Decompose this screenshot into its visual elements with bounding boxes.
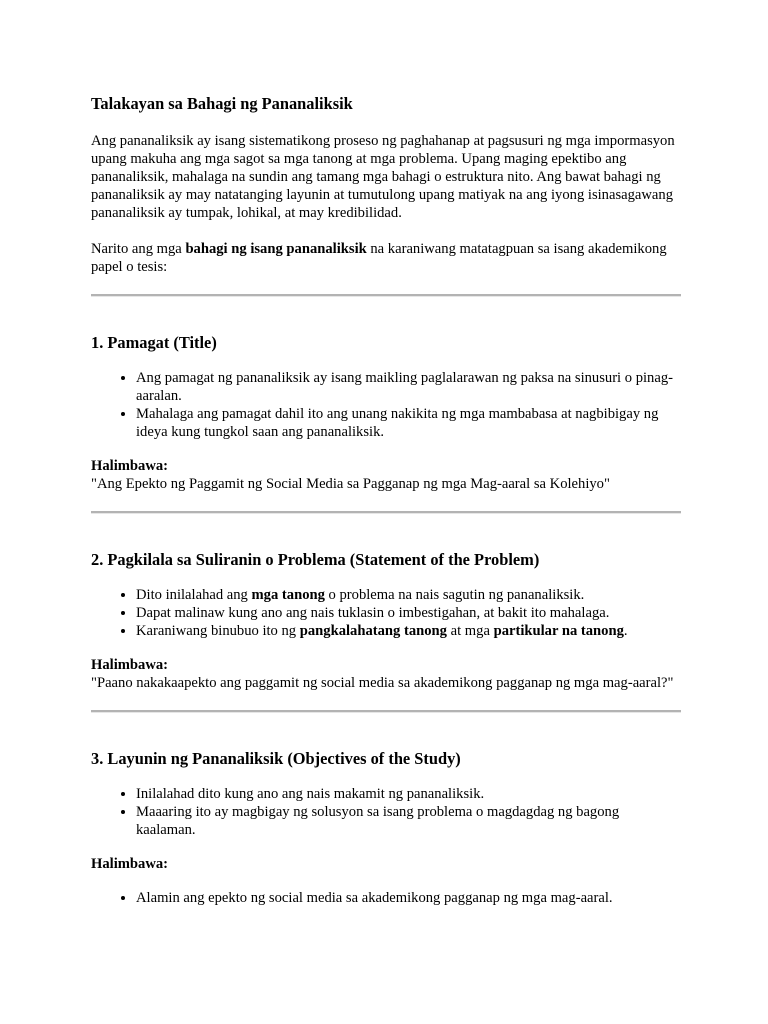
list-item: • Mahalaga ang pamagat dahil ito ang unang nakikita ng mga mambabasa at nagbibigay ng ideya kung tungkol saan ang pananaliksik. — [136, 405, 681, 441]
list-item-text: Karaniwang binubuo ito ng — [136, 623, 300, 639]
section-pamagat — [91, 333, 681, 493]
section-suliranin — [91, 550, 681, 692]
list-item-text: o problema na nais sagutin ng pananaliksik. — [324, 587, 585, 603]
section-heading: 2. Pagkilala sa Suliranin o Problema (Statement of the Problem) — [91, 550, 540, 569]
section-heading: 3. Layunin ng Pananaliksik (Objectives of the Study) — [91, 749, 461, 768]
intro-paragraph: Ang pananaliksik ay isang sistematikong proseso ng paghahanap at pagsusuri ng mga impormasyon upang makuha ang mga sagot sa mga tanong at mga problema. Upang maging epektibo ang pananaliksik, mahalaga na sundin ang tamang mga bahagi o estruktura nito. Ang bawat bahagi ng pananaliksik ay may natatanging layunin at tumutulong upang matiyak na ang iyong isinasagawang pananaliksik ay tumpak, lohikal, at may kredibilidad. — [91, 133, 675, 221]
lead-paragraph — [91, 240, 681, 276]
divider — [91, 294, 681, 297]
section-layunin — [91, 749, 681, 907]
lead-bold: bahagi ng isang pananaliksik — [185, 241, 367, 257]
document-title: Talakayan sa Bahagi ng Pananaliksik — [91, 94, 353, 113]
list-item — [136, 622, 681, 640]
example-label: Halimbawa: — [91, 657, 169, 673]
divider — [91, 511, 681, 514]
bullet-list — [91, 785, 681, 839]
list-item: • Alamin ang epekto ng social media sa akademikong pagganap ng mga mag-aaral. — [136, 889, 681, 907]
example-label: Halimbawa: — [91, 458, 169, 474]
bullet-list — [91, 586, 681, 640]
example-text: "Paano nakakaapekto ang paggamit ng social media sa akademikong pagganap ng mga mag-aaral?" — [91, 675, 674, 691]
section-heading: 1. Pamagat (Title) — [91, 333, 217, 352]
list-item-text: . — [623, 623, 628, 639]
list-item: • Dapat malinaw kung ano ang nais tuklasin o imbestigahan, at bakit ito mahalaga. — [136, 604, 681, 622]
list-item: • Inilalahad dito kung ano ang nais makamit ng pananaliksik. — [136, 785, 681, 803]
list-item-bold: partikular na tanong — [493, 623, 624, 639]
list-item — [136, 586, 681, 604]
list-item-bold: mga tanong — [251, 587, 325, 603]
example-label: Halimbawa: — [91, 856, 169, 872]
lead-text-end: na karaniwang matatagpuan sa isang akademikong papel o tesis: — [91, 241, 667, 275]
example-list — [91, 889, 681, 907]
bullet-list — [91, 369, 681, 441]
document-body — [91, 94, 681, 923]
list-item-text: at mga — [446, 623, 494, 639]
lead-text: Narito ang mga — [91, 241, 186, 257]
example-text: "Ang Epekto ng Paggamit ng Social Media sa Pagganap ng mga Mag-aaral sa Kolehiyo" — [91, 476, 610, 492]
list-item: • Maaaring ito ay magbigay ng solusyon sa isang problema o magdagdag ng bagong kaalaman. — [136, 803, 681, 839]
list-item-bold: pangkalahatang tanong — [299, 623, 447, 639]
divider — [91, 710, 681, 713]
list-item-text: Dito inilalahad ang — [136, 587, 252, 603]
list-item: • Ang pamagat ng pananaliksik ay isang maikling paglalarawan ng paksa na sinusuri o pinag-aaralan. — [136, 369, 681, 405]
